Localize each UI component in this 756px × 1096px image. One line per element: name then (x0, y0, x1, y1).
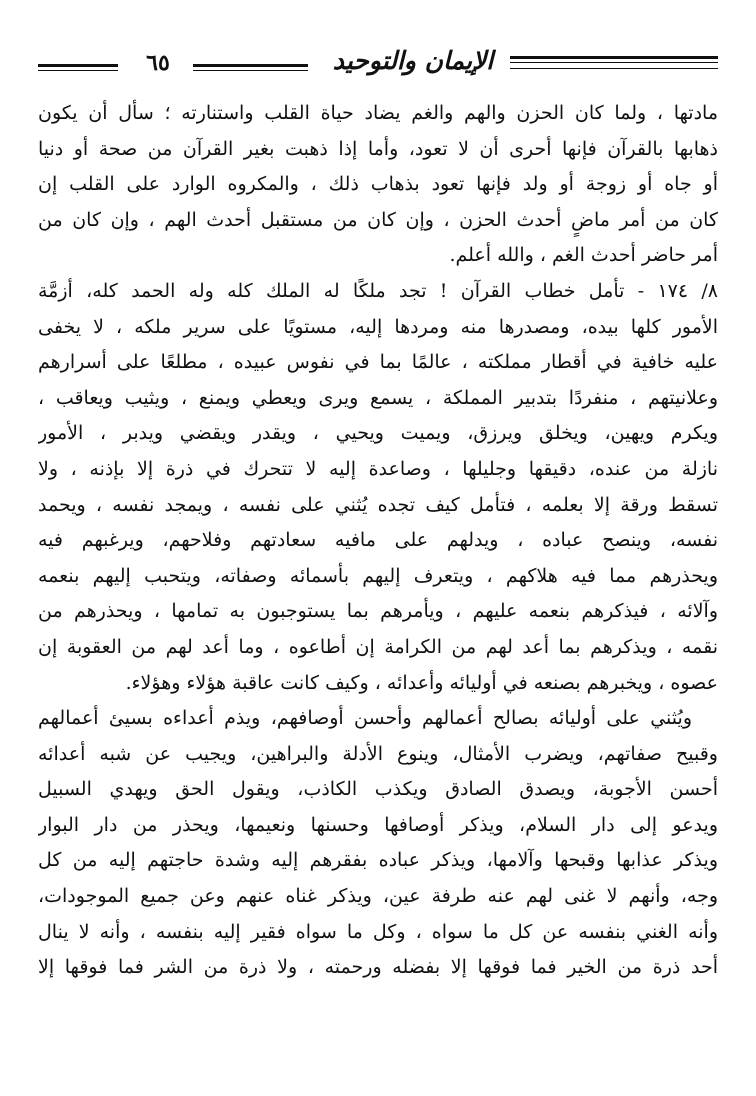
text-line: وعلانيتهم ، منفردًا بتدبير المملكة ، يسمع ويرى ويعطي ويمنع ، ويثيب ويعاقب ، (38, 386, 718, 409)
text-line: وجه، وأنهم لا غنى لهم عنه طرفة عين، ويذكر غناه عنهم وعن جميع الموجودات، (38, 885, 718, 908)
text-line: ويدعو إلى دار السلام، ويذكر أوصافها وحسنها ونعيمها، ويحذر من دار البوار (38, 813, 718, 836)
text-line: عصوه ، ويخبرهم بصنعه في أوليائه وأعدائه ، وكيف كانت عاقبة هؤلاء وهؤلاء. (125, 671, 718, 694)
text-line: ويكرم ويهين، ويخلق ويرزق، ويميت ويحيي ، ويقدر ويقضي ويدبر ، الأمور (38, 422, 718, 445)
text-line: كان من أمر ماضٍ أحدث الحزن ، وإن كان من مستقبل أحدث الهم ، وإن كان من (38, 208, 718, 231)
text-line: مادتها ، ولما كان الحزن والهم والغم يضاد حياة القلب واستنارته ؛ سأل أن يكون (38, 102, 718, 124)
text-line: وآلائه ، فيذكرهم بنعمه عليهم ، ويأمرهم بما يستوجبون به تمامها ، ويحذرهم من (38, 600, 718, 623)
text-line: أحسن الأجوبة، ويصدق الصادق ويكذب الكاذب، ويقول الحق ويهدي السبيل (38, 778, 718, 801)
text-line: ويُثني على أوليائه بصالح أعمالهم وأحسن أوصافهم، ويذم أعداءه بسيئ أعمالهم (38, 707, 692, 730)
text-line: ٨/ ١٧٤ - تأمل خطاب القرآن ! تجد ملكًا له الملك كله وله الحمد كله، أزمَّة (38, 279, 718, 302)
text-line: نازلة من عنده، دقيقها وجليلها ، وصاعدة إليه لا تتحرك في ذرة إلا بإذنه ، ولا (38, 457, 718, 480)
text-line: أمر حاضر أحدث الغم ، والله أعلم. (449, 244, 718, 267)
page-number: ٦٥ (146, 50, 170, 76)
header-rule-right (510, 56, 718, 63)
text-line: تسقط ورقة إلا بعلمه ، فتأمل كيف تجده يُثني على نفسه ، ويمجد نفسه ، ويحمد (38, 493, 718, 516)
text-line: عليه خافية في أقطار مملكته ، عالمًا بما في نفوس عبيده ، مطلعًا على أسرارهم (38, 351, 718, 374)
text-line: وأنه الغني بنفسه عن كل ما سواه ، وكل ما سواه فقير إليه بنفسه ، وأنه لا ينال (38, 920, 718, 943)
text-line: نقمه ، ويذكرهم بما أعد لهم من الكرامة إن أطاعوه ، وما أعد لهم من العقوبة إن (38, 635, 718, 658)
running-header (38, 44, 718, 90)
text-line: ويذكر عذابها وقبحها وآلامها، ويذكر عباده بفقرهم إليه وشدة حاجتهم إليه من كل (38, 849, 718, 872)
header-rule-right-thin (510, 68, 718, 69)
text-line: الأمور كلها بيده، ومصدرها منه ومردها إليه، مستويًا على سرير ملكه ، لا يخفى (38, 315, 718, 338)
text-line: ويحذرهم مما فيه هلاكهم ، ويتعرف إليهم بأسمائه وصفاته، ويتحبب إليهم بنعمه (38, 564, 718, 587)
text-line: نفسه، وينصح عباده ، ويدلهم على مافيه سعادتهم وفلاحهم، ويرغبهم فيه (38, 529, 718, 552)
text-line: وقبيح صفاتهم، ويضرب الأمثال، وينوع الأدلة والبراهين، ويجيب عن شبه أعدائه (38, 742, 718, 765)
header-rule-middle (193, 64, 308, 71)
body-text (38, 96, 718, 986)
text-line: أحد ذرة من الخير فما فوقها إلا بفضله ورحمته ، ولا ذرة من الشر فما فوقها إلا (38, 956, 718, 979)
text-line: ذهابها بالقرآن فإنها أحرى أن لا تعود، وأما إذا ذهبت بغير القرآن من صحة أو دنيا (38, 137, 718, 160)
text-line: أو جاه أو زوجة أو ولد فإنها تعود بذهاب ذلك ، والمكروه الوارد على القلب إن (38, 173, 718, 196)
running-title: الإيمان والتوحيد (332, 46, 494, 75)
header-rule-left (38, 64, 118, 71)
